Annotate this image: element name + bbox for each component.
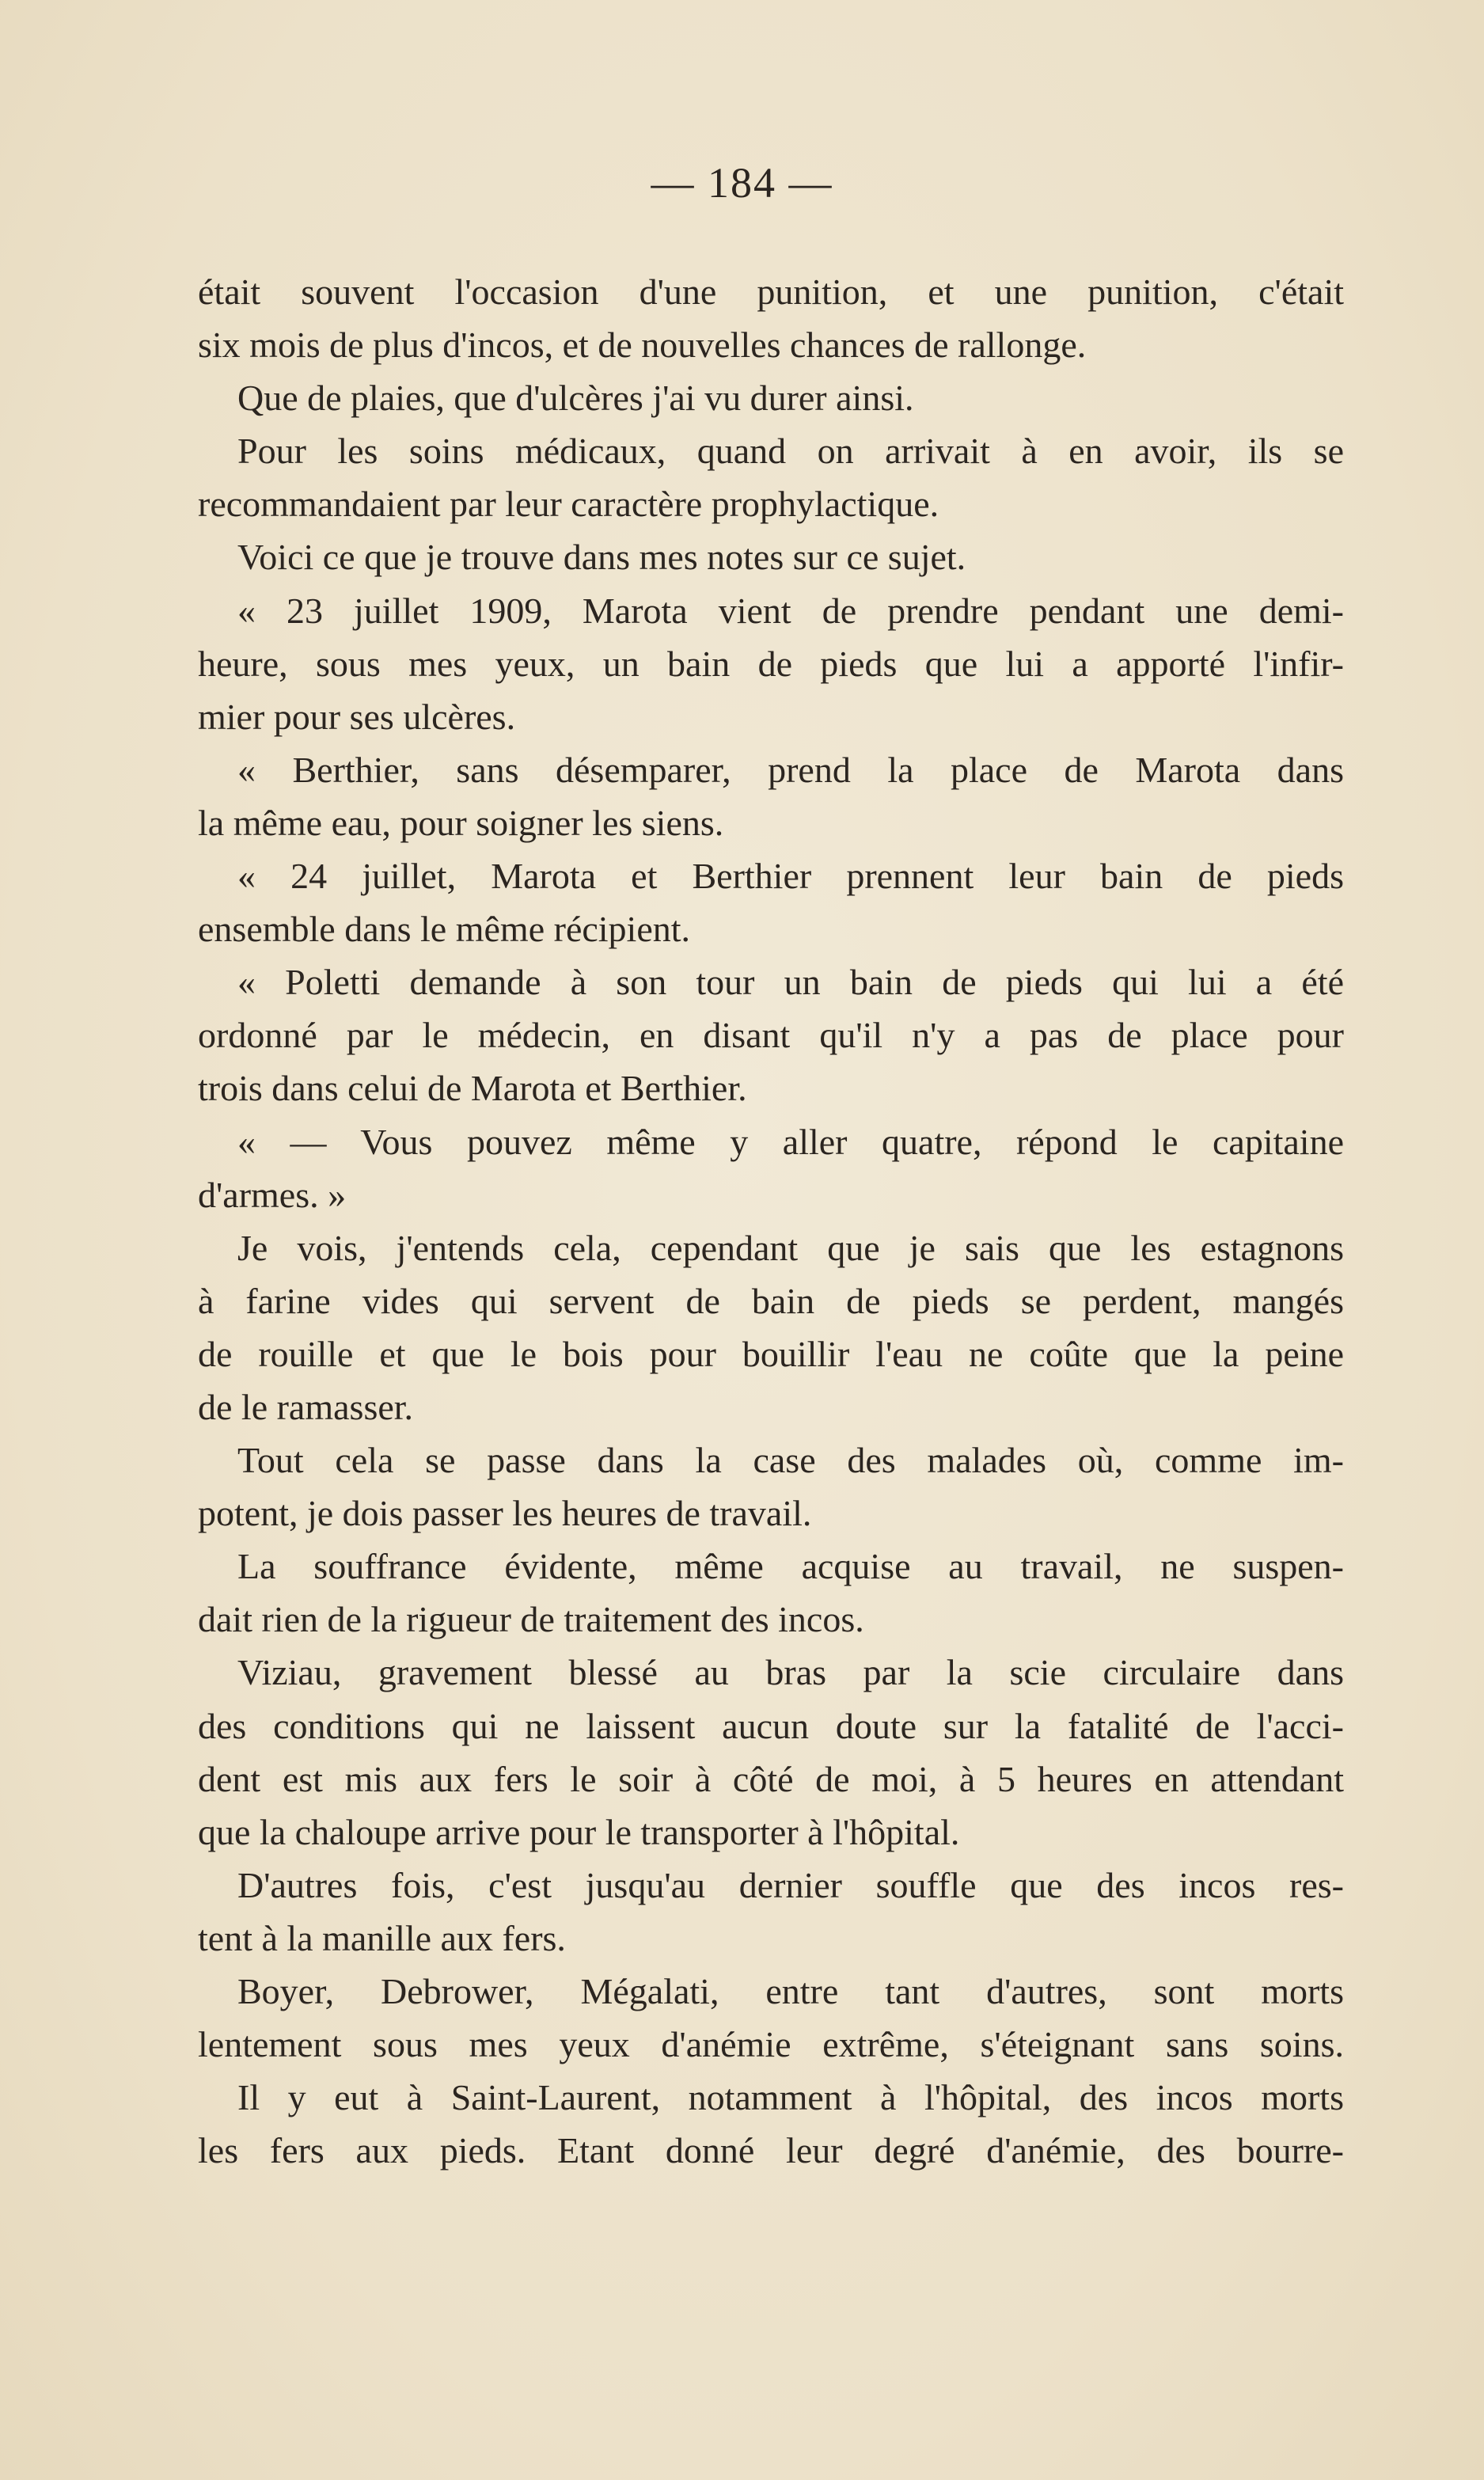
text-line: potent, je dois passer les heures de travail. xyxy=(198,1493,812,1534)
text-line: la même eau, pour soigner les siens. xyxy=(198,802,724,843)
text-line: « Poletti demande à son tour un bain de pieds qui lui a été xyxy=(237,962,1344,1003)
text-line: « Berthier, sans désemparer, prend la place de Marota dans xyxy=(237,749,1344,790)
text-line: Boyer, Debrower, Mégalati, entre tant d'autres, sont morts xyxy=(237,1971,1344,2011)
text-line: trois dans celui de Marota et Berthier. xyxy=(198,1068,747,1109)
text-line: ensemble dans le même récipient. xyxy=(198,909,691,950)
text-line: à farine vides qui servent de bain de pieds se perdent, mangés xyxy=(198,1280,1344,1321)
text-line: lentement sous mes yeux d'anémie extrême, s'éteignant sans soins. xyxy=(198,2024,1344,2065)
text-line: « — Vous pouvez même y aller quatre, répond le capitaine xyxy=(237,1121,1344,1162)
text-line: les fers aux pieds. Etant donné leur degré d'anémie, des bourre- xyxy=(198,2130,1344,2171)
text-line: d'armes. » xyxy=(198,1174,347,1215)
text-line: Il y eut à Saint-Laurent, notamment à l'hôpital, des incos morts xyxy=(237,2077,1344,2118)
text-line: des conditions qui ne laissent aucun doute sur la fatalité de l'acci- xyxy=(198,1705,1344,1746)
page-number: — 184 — xyxy=(651,159,833,207)
text-line: Je vois, j'entends cela, cependant que je sais que les estagnons xyxy=(237,1227,1344,1268)
text-line: tent à la manille aux fers. xyxy=(198,1917,566,1958)
text-line: de rouille et que le bois pour bouillir l'eau ne coûte que la peine xyxy=(198,1333,1344,1374)
text-line: Tout cela se passe dans la case des malades où, comme im- xyxy=(237,1440,1344,1481)
text-line: que la chaloupe arrive pour le transporter à l'hôpital. xyxy=(198,1811,960,1852)
text-line: était souvent l'occasion d'une punition, et une punition, c'était xyxy=(198,272,1344,312)
text-line: heure, sous mes yeux, un bain de pieds que lui a apporté l'infir- xyxy=(198,643,1344,684)
text-line: dent est mis aux fers le soir à côté de moi, à 5 heures en attendant xyxy=(198,1758,1344,1799)
text-line: dait rien de la rigueur de traitement des incos. xyxy=(198,1599,864,1640)
text-line: Voici ce que je trouve dans mes notes sur ce sujet. xyxy=(237,537,966,578)
text-line: « 24 juillet, Marota et Berthier prennent leur bain de pieds xyxy=(237,856,1344,897)
text-line: six mois de plus d'incos, et de nouvelles chances de rallonge. xyxy=(198,325,1087,366)
text-line: recommandaient par leur caractère prophylactique. xyxy=(198,484,939,525)
text-line: Viziau, gravement blessé au bras par la scie circulaire dans xyxy=(237,1652,1344,1693)
text-line: D'autres fois, c'est jusqu'au dernier souffle que des incos res- xyxy=(237,1864,1344,1905)
text-line: de le ramasser. xyxy=(198,1386,414,1427)
text-line: « 23 juillet 1909, Marota vient de prendre pendant une demi- xyxy=(237,590,1344,631)
text-line: Que de plaies, que d'ulcères j'ai vu durer ainsi. xyxy=(237,378,914,419)
body-text xyxy=(198,265,1344,2177)
text-line: Pour les soins médicaux, quand on arrivait à en avoir, ils se xyxy=(237,431,1344,472)
text-line: La souffrance évidente, même acquise au travail, ne suspen- xyxy=(237,1546,1344,1587)
text-line: mier pour ses ulcères. xyxy=(198,696,516,737)
text-line: ordonné par le médecin, en disant qu'il n'y a pas de place pour xyxy=(198,1015,1344,1056)
